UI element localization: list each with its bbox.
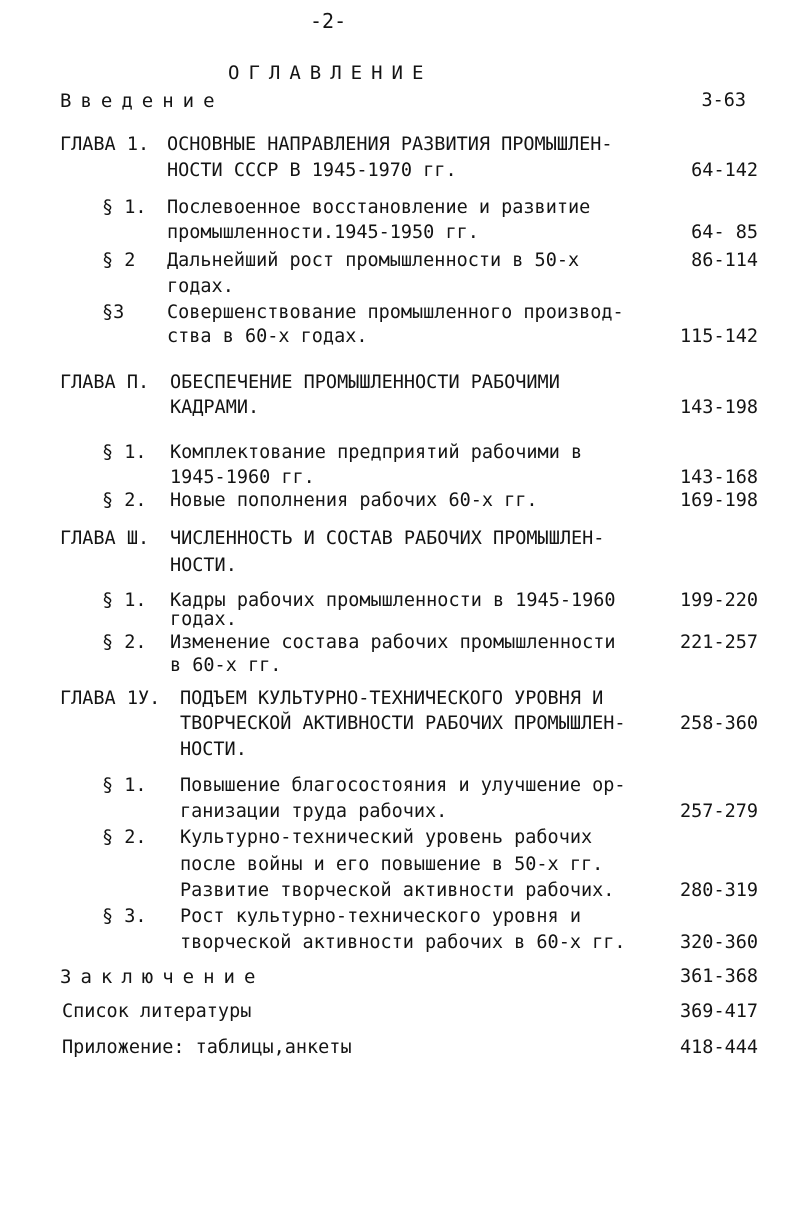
ch4-sec3-line-1: Рост культурно-технического уровня и — [180, 906, 581, 927]
ch1-sec2-line-2: годах. — [167, 276, 234, 297]
ch4-sec1-number: § 1. — [102, 775, 147, 796]
ch3-sec1-pages: 199-220 — [680, 590, 758, 611]
ch1-sec3-line-1: Совершенствование промышленного производ- — [167, 302, 624, 323]
ch2-sec2-number: § 2. — [102, 490, 147, 511]
intro-label: Введение — [60, 90, 224, 112]
chapter-3-title-line-2: НОСТИ. — [170, 555, 237, 576]
ch4-sec1-pages: 257-279 — [680, 801, 758, 822]
ch4-sec1-line-1: Повышение благосостояния и улучшение ор- — [180, 775, 626, 796]
chapter-4-title-line-1: ПОДЪЕМ КУЛЬТУРНО-ТЕХНИЧЕСКОГО УРОВНЯ И — [180, 688, 604, 709]
ch4-sec2-line-3: Развитие творческой активности рабочих. — [180, 880, 615, 901]
ch4-sec2-line-2: после войны и его повышение в 50-х гг. — [180, 854, 604, 875]
ch4-sec1-line-2: ганизации труда рабочих. — [180, 801, 448, 822]
ch4-sec3-pages: 320-360 — [680, 932, 758, 953]
toc-title: ОГЛАВЛЕНИЕ — [228, 62, 433, 84]
chapter-3-title-line-1: ЧИСЛЕННОСТЬ И СОСТАВ РАБОЧИХ ПРОМЫШЛЕН- — [170, 528, 605, 549]
page-number: -2- — [310, 9, 347, 33]
ch1-sec1-line-1: Послевоенное восстановление и развитие — [167, 197, 591, 218]
ch2-sec1-line-1: Комплектование предприятий рабочими в — [170, 442, 583, 463]
ch1-sec3-number: §3 — [102, 302, 125, 323]
ch2-sec2-pages: 169-198 — [680, 490, 758, 511]
chapter-3-number: ГЛАВА Ш. — [60, 528, 150, 549]
chapter-4-pages: 258-360 — [680, 713, 758, 734]
ch1-sec2-pages: 86-114 — [691, 250, 758, 271]
ch3-sec1-number: § 1. — [102, 590, 147, 611]
bibliography-pages: 369-417 — [680, 1001, 758, 1022]
appendix-label: Приложение: таблицы,анкеты — [62, 1037, 352, 1058]
chapter-2-number: ГЛАВА П. — [60, 372, 150, 393]
ch3-sec2-line-2: в 60-х гг. — [170, 655, 282, 676]
chapter-1-pages: 64-142 — [691, 160, 758, 181]
ch2-sec1-pages: 143-168 — [680, 467, 758, 488]
ch1-sec3-line-2: ства в 60-х годах. — [167, 326, 368, 347]
chapter-4-title-line-3: НОСТИ. — [180, 739, 247, 760]
ch3-sec2-line-1: Изменение состава рабочих промышленности — [170, 632, 616, 653]
ch4-sec3-number: § 3. — [102, 906, 147, 927]
chapter-2-title-line-2: КАДРАМИ. — [170, 397, 260, 418]
ch3-sec2-pages: 221-257 — [680, 632, 758, 653]
ch2-sec1-line-2: 1945-1960 гг. — [170, 467, 315, 488]
chapter-4-number: ГЛАВА 1У. — [60, 688, 161, 709]
ch4-sec2-number: § 2. — [102, 827, 147, 848]
ch1-sec2-number: § 2 — [102, 250, 136, 271]
ch2-sec2-line-1: Новые пополнения рабочих 60-х гг. — [170, 490, 538, 511]
bibliography-label: Список литературы — [62, 1001, 252, 1022]
ch4-sec3-line-2: творческой активности рабочих в 60-х гг. — [180, 932, 626, 953]
intro-pages: 3-63 — [701, 90, 746, 111]
ch4-sec2-pages: 280-319 — [680, 880, 758, 901]
conclusion-label: Заключение — [60, 966, 265, 988]
ch3-sec1-line-1: Кадры рабочих промышленности в 1945-1960 — [170, 590, 616, 611]
chapter-1-number: ГЛАВА 1. — [60, 134, 150, 155]
chapter-4-title-line-2: ТВОРЧЕСКОЙ АКТИВНОСТИ РАБОЧИХ ПРОМЫШЛЕН- — [180, 713, 626, 734]
chapter-2-pages: 143-198 — [680, 397, 758, 418]
ch1-sec2-line-1: Дальнейший рост промышленности в 50-х — [167, 250, 580, 271]
ch4-sec2-line-1: Культурно-технический уровень рабочих — [180, 827, 593, 848]
ch1-sec1-number: § 1. — [102, 197, 147, 218]
ch1-sec1-line-2: промышленности.1945-1950 гг. — [167, 222, 479, 243]
chapter-1-title-line-1: ОСНОВНЫЕ НАПРАВЛЕНИЯ РАЗВИТИЯ ПРОМЫШЛЕН- — [167, 134, 613, 155]
ch1-sec3-pages: 115-142 — [680, 326, 758, 347]
appendix-pages: 418-444 — [680, 1037, 758, 1058]
ch3-sec1-line-2: годах. — [170, 609, 237, 630]
chapter-2-title-line-1: ОБЕСПЕЧЕНИЕ ПРОМЫШЛЕННОСТИ РАБОЧИМИ — [170, 372, 560, 393]
conclusion-pages: 361-368 — [680, 966, 758, 987]
ch2-sec1-number: § 1. — [102, 442, 147, 463]
chapter-1-title-line-2: НОСТИ СССР В 1945-1970 гг. — [167, 160, 457, 181]
ch1-sec1-pages: 64- 85 — [691, 222, 758, 243]
ch3-sec2-number: § 2. — [102, 632, 147, 653]
